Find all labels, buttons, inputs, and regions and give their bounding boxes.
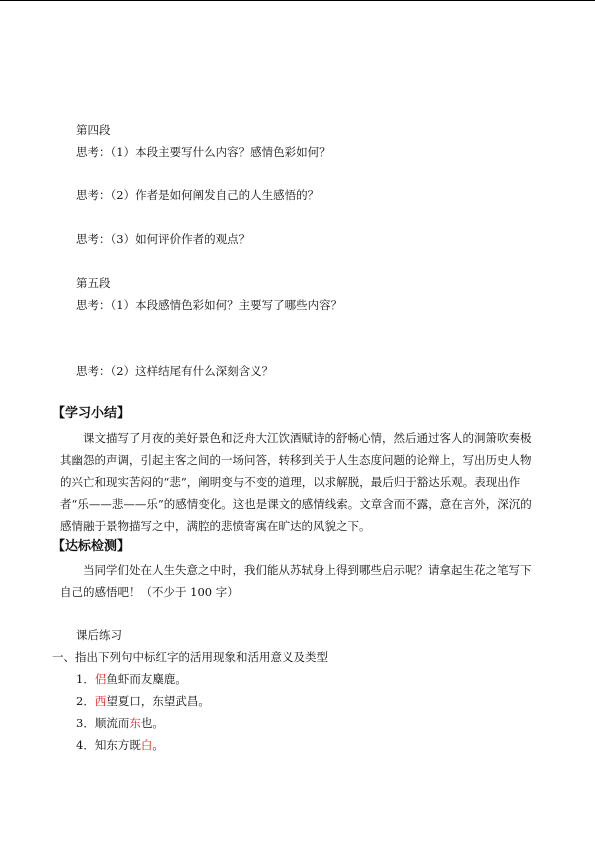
exercise-highlight: 东 (129, 716, 141, 730)
section5-question-2: 思考：（2）这样结尾有什么深刻含义？ (76, 364, 274, 378)
exercise-item (76, 694, 210, 708)
section5-title: 第五段 (76, 276, 111, 290)
exercise-number: 1． (76, 672, 95, 686)
section5-question-1: 思考：（1）本段感情色彩如何？主要写了哪些内容？ (76, 298, 343, 312)
exercise-rest: 也。 (140, 716, 164, 730)
summary-paragraph: 课文描写了月夜的美好景色和泛舟大江饮酒赋诗的舒畅心情，然后通过客人的洞箫吹奏极其幽怨的声调，引起主客之间的一场问答，转移到关于人生态度问题的论辩上，写出历史人物的兴亡和现实苦闷的“悲”，阐明变与不变的道理，以求解脱，最后归于豁达乐观。表现出作者“乐——悲——乐”的感情变化。这也是课文的感情线索。文章含而不露，意在言外，深沉的感情融于景物描写之中，满腔的悲愤寄寓在旷达的风貌之下。 (60, 431, 532, 533)
exercise-rest: 望夏口，东望武昌。 (106, 694, 210, 708)
homework-title: 课后练习 (76, 628, 122, 642)
exercise-item (76, 738, 164, 752)
summary-heading: 【学习小结】 (52, 406, 131, 421)
test-heading: 【达标检测】 (52, 539, 131, 554)
section4-question-3: 思考：（3）如何评价作者的观点？ (76, 232, 251, 246)
exercise-pre: 知东方既 (94, 738, 141, 752)
homework-instruction: 一、指出下列句中标红字的活用现象和活用意义及类型 (52, 650, 328, 664)
section4-question-2: 思考：（2）作者是如何阐发自己的人生感悟的？ (76, 188, 320, 202)
top-rule (0, 0, 595, 1)
exercise-highlight: 西 (94, 694, 107, 708)
exercise-highlight: 白 (140, 738, 153, 752)
exercise-rest: 鱼虾而友麋鹿。 (106, 672, 187, 686)
exercise-item (76, 716, 164, 730)
exercise-number: 2． (76, 694, 95, 708)
exercise-number: 4． (76, 738, 95, 752)
section4-question-1: 思考：（1）本段主要写什么内容？感情色彩如何？ (76, 145, 331, 159)
exercise-rest: 。 (152, 738, 164, 752)
exercise-pre: 顺流而 (94, 716, 130, 730)
exercise-item (76, 672, 187, 686)
test-paragraph: 当同学们处在人生失意之中时，我们能从苏轼身上得到哪些启示呢？请拿起生花之笔写下自己的感悟吧！（不少于 100 字） (60, 563, 532, 599)
exercise-highlight: 侣 (94, 672, 107, 686)
exercise-number: 3． (76, 716, 95, 730)
section4-title: 第四段 (76, 123, 111, 137)
